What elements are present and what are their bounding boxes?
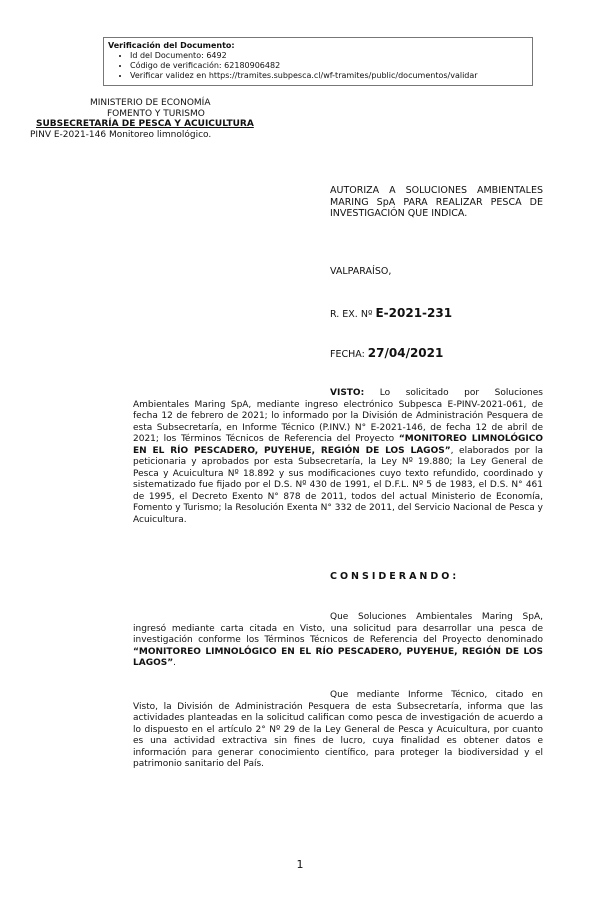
verification-title: Verificación del Documento:	[108, 41, 235, 50]
place: VALPARAÍSO,	[330, 266, 392, 277]
resolution-number	[330, 306, 452, 320]
verification-box	[103, 37, 533, 86]
date-label: FECHA:	[330, 349, 368, 360]
ministry-header	[30, 98, 254, 140]
visto-text-2: , elaborados por la peticionaria y aprobados por esta Subsecretaría, la Ley Nº 19.880; la Ley General de Pesca y Acuicultura Nº 18.892 y sus modificaciones cuyo texto refundido, coordinado y sistematizado fue fijado por el D.S. Nº 430 de 1991, el D.F.L. Nº 5 de 1983, el D.S. N° 461 de 1995, el Decreto Exento N° 878 de 2011, todos del actual Ministerio de Economía, Fomento y Turismo; la Resolución Exenta N° 332 de 2011, del Servicio Nacional de Pesca y Acuicultura.	[133, 445, 543, 525]
considerando-paragraph-2	[133, 690, 543, 771]
resolution-subject: AUTORIZA A SOLUCIONES AMBIENTALES MARING SpA PARA REALIZAR PESCA DE INVESTIGACIÓN QUE INDICA.	[330, 185, 543, 219]
visto-label: VISTO:	[330, 388, 365, 398]
visto-project: “MONITOREO LIMNOLÓGICO EN EL RÍO PESCADERO, PUYEHUE, REGIÓN DE LOS LAGOS”	[133, 434, 543, 456]
resolution-label: R. EX. Nº	[330, 309, 376, 320]
resolution-number-value: E-2021-231	[375, 306, 453, 320]
visto-text-1: Lo solicitado por Soluciones Ambientales Maring SpA, mediante ingreso electrónico Subpesca E-PINV-2021-061, de fecha 12 de febrero de 2021; lo informado por la División de Administración Pesquera de esta Subsecretaría, en Informe Técnico (P.INV.) N° E-2021-146, de fecha 12 de abril de 2021; los Términos Técnicos de Referencia del Proyecto	[133, 388, 543, 444]
considerando-1-end: .	[173, 658, 177, 668]
date-value: 27/04/2021	[367, 346, 444, 360]
verification-item-id: • Id del Documento: 6492	[130, 51, 528, 61]
undersecretary-name: SUBSECRETARÍA DE PESCA Y ACUICULTURA	[36, 119, 254, 129]
verification-list	[108, 51, 528, 81]
considerando-2-text: Que mediante Informe Técnico, citado en Visto, la División de Administración Pesquera de esta Subsecretaría, informa que las actividades planteadas en la solicitud califican como pesca de investigación de acuerdo a lo dispuesto en el artículo 2° Nº 29 de la Ley General de Pesca y Acuicultura, por cuanto es una actividad extractiva sin fines de lucro, cuya finalidad es obtener datos e información para generar conocimiento científico, para proteger la biodiversidad y el patrimonio sanitario del País.	[133, 690, 543, 769]
considerando-paragraph-1	[133, 612, 543, 670]
page-number: 1	[296, 858, 304, 871]
ministry-subtitle: FOMENTO Y TURISMO	[107, 108, 205, 119]
verification-item-code: • Código de verificación: 62180906482	[130, 61, 528, 71]
file-reference: PINV E-2021-146 Monitoreo limnológico.	[30, 129, 212, 140]
considerando-heading: CONSIDERANDO:	[330, 571, 460, 582]
resolution-date	[330, 346, 443, 360]
considerando-1-project: “MONITOREO LIMNOLÓGICO EN EL RÍO PESCADERO, PUYEHUE, REGIÓN DE LOS LAGOS”	[133, 646, 543, 668]
verification-item-url[interactable]: • Verificar validez en https://tramites.subpesca.cl/wf-tramites/public/documentos/validar	[130, 71, 528, 81]
considerando-1-text: Que Soluciones Ambientales Maring SpA, ingresó mediante carta citada en Visto, una solicitud para desarrollar una pesca de investigación conforme los Términos Técnicos de Referencia del Proyecto denominado	[133, 612, 543, 645]
ministry-name: MINISTERIO DE ECONOMÍA	[90, 98, 211, 108]
visto-paragraph	[133, 388, 543, 526]
